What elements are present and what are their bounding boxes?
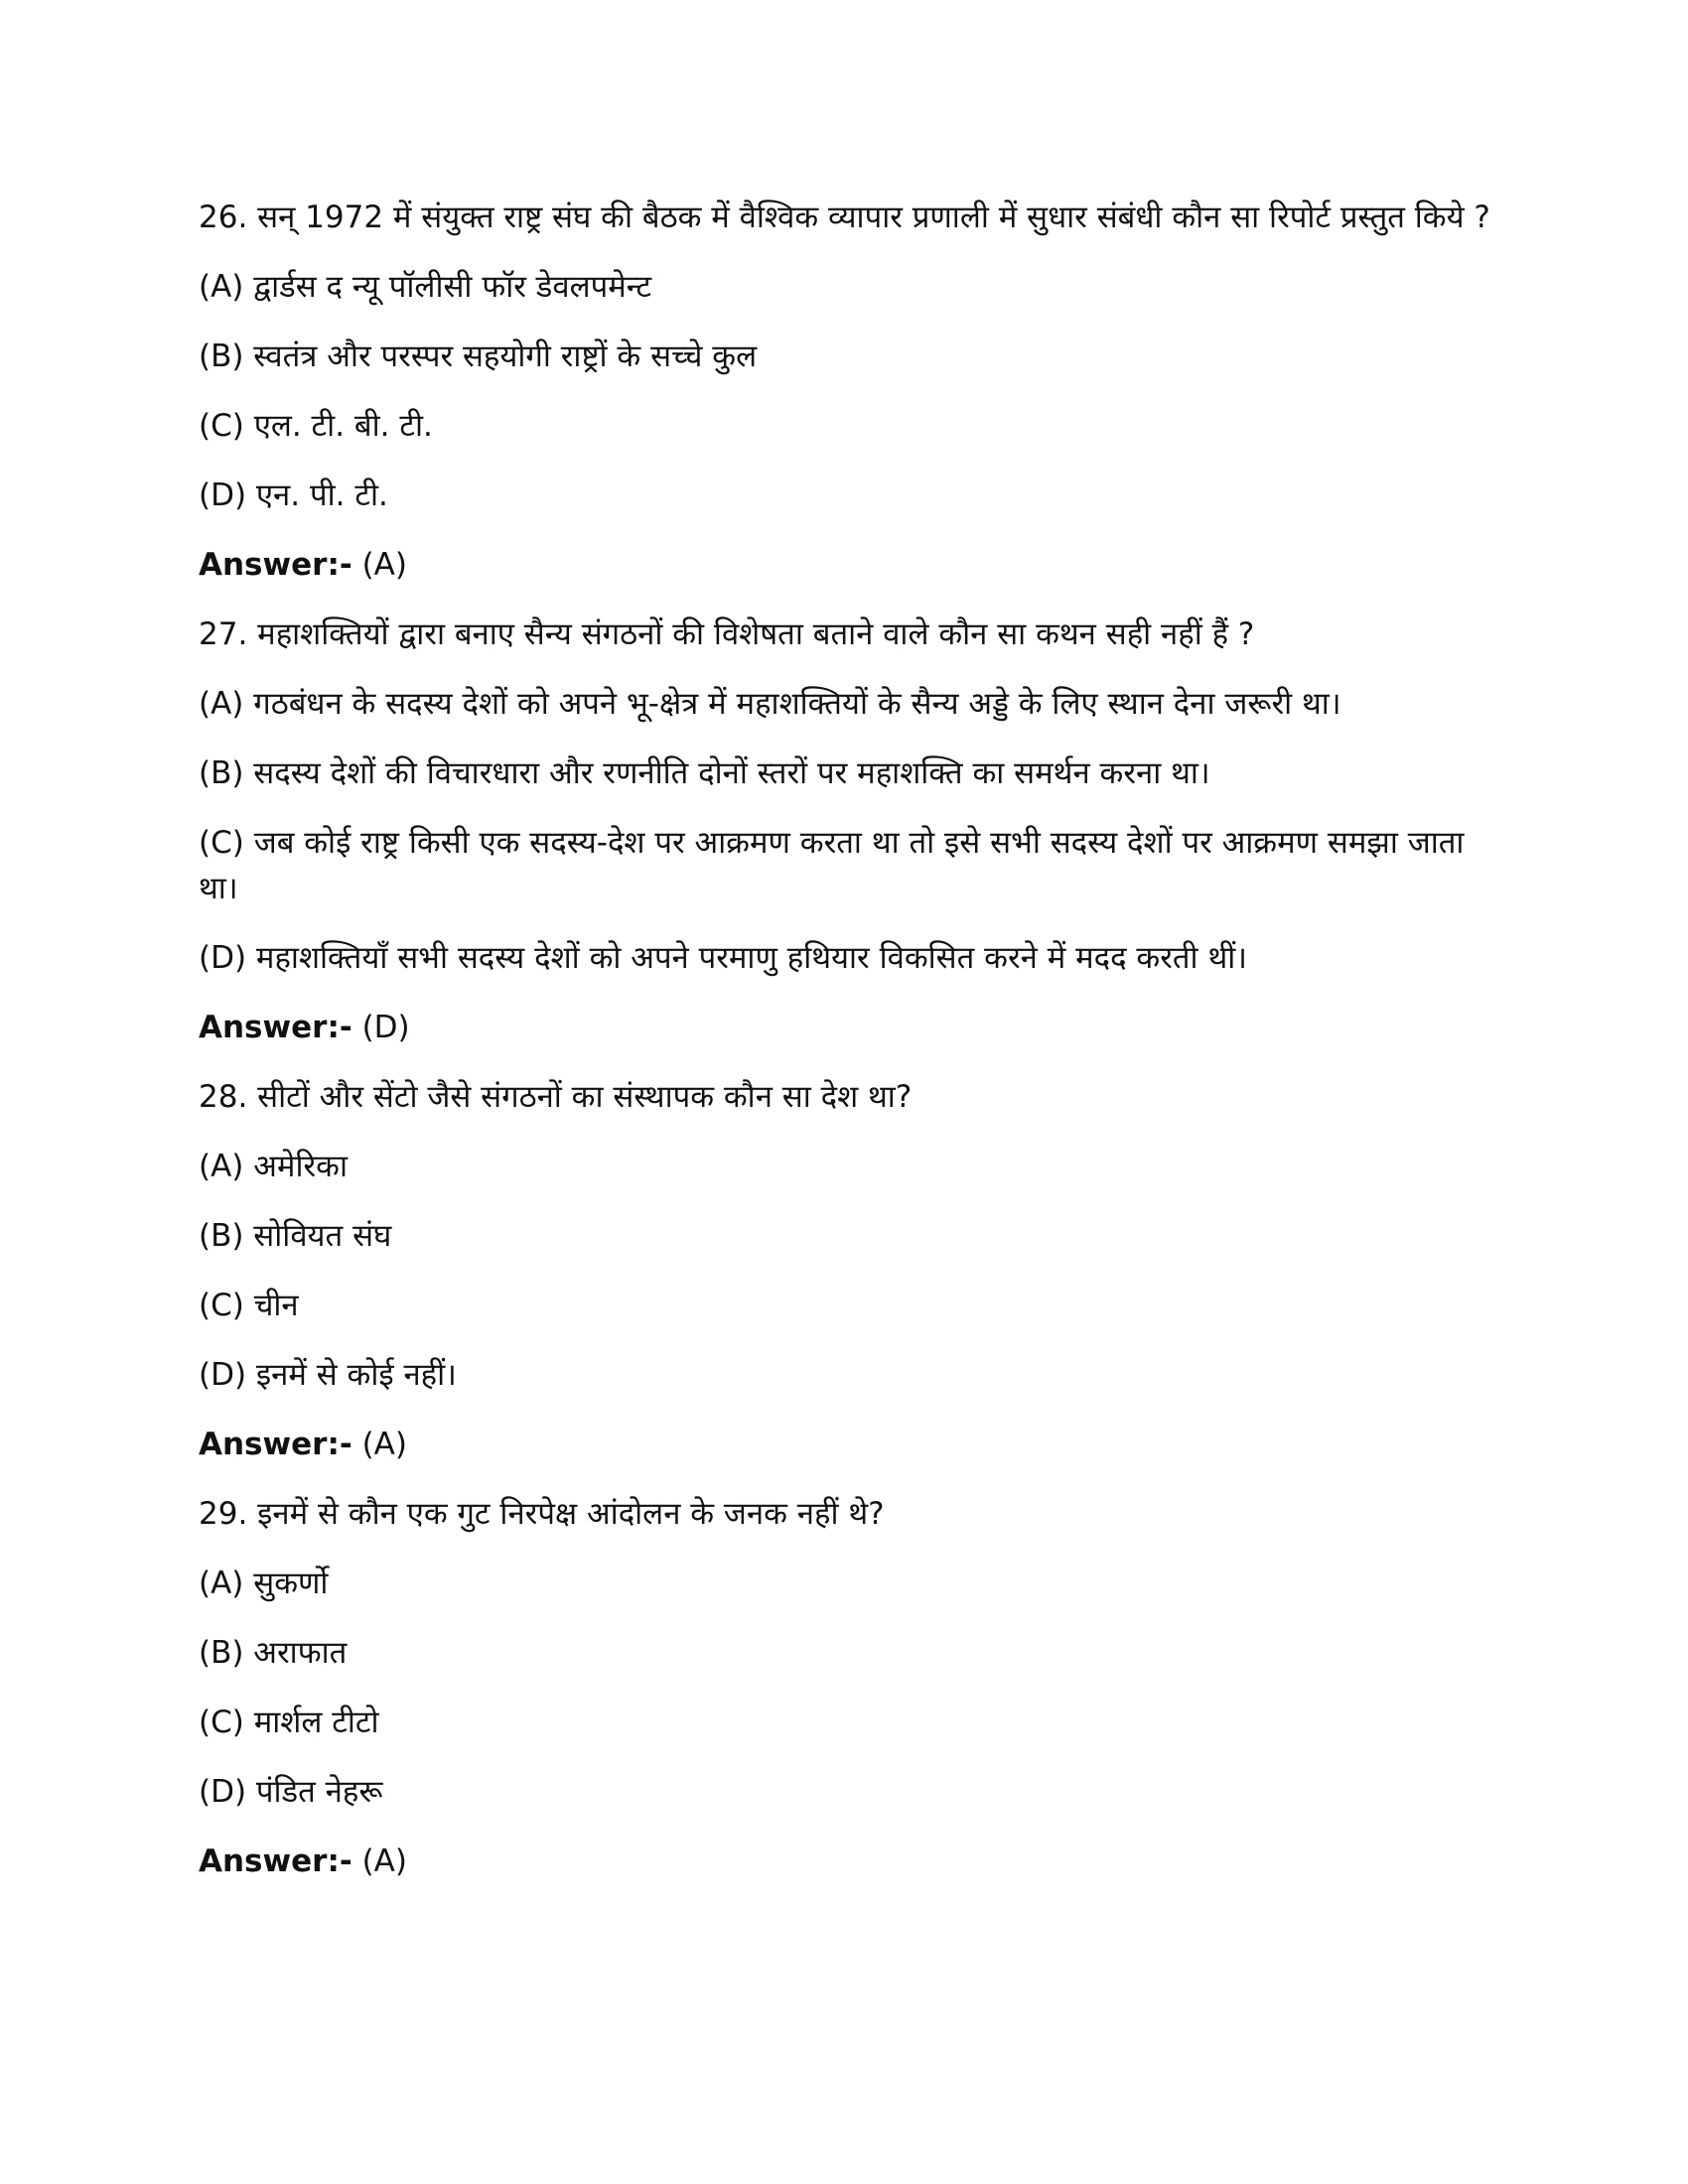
option-b: (B) सोवियत संघ — [199, 1218, 392, 1254]
option-a: (A) गठबंधन के सदस्य देशों को अपने भू-क्षेत्र में महाशक्तियों के सैन्य अड्डे के लिए स्थान देना जरूरी था। — [199, 686, 1341, 722]
answer-value: (A) — [352, 1843, 407, 1879]
answer-value: (D) — [352, 1010, 410, 1045]
question-26 — [199, 195, 1499, 588]
option-c: (C) चीन — [199, 1288, 299, 1323]
question-28 — [199, 1074, 1499, 1467]
option-b: (B) अराफात — [199, 1635, 348, 1671]
answer-line — [199, 542, 1499, 588]
answer-label: Answer:- — [199, 1010, 352, 1045]
question-text: 27. महाशक्तियों द्वारा बनाए सैन्य संगठनों की विशेषता बताने वाले कौन सा कथन सही नहीं हैं ? — [199, 616, 1255, 652]
option-c: (C) मार्शल टीटो — [199, 1705, 379, 1740]
answer-line — [199, 1839, 1499, 1884]
option-d: (D) महाशक्तियाँ सभी सदस्य देशों को अपने परमाणु हथियार विकसित करने में मदद करती थीं। — [199, 940, 1248, 976]
answer-label: Answer:- — [199, 547, 352, 583]
answer-value: (A) — [352, 1427, 407, 1462]
option-b: (B) स्वतंत्र और परस्पर सहयोगी राष्ट्रों के सच्चे कुल — [199, 339, 758, 374]
option-a: (A) द्वार्डस द न्यू पॉलीसी फॉर डेवलपमेन्ट — [199, 269, 652, 305]
question-text: 28. सीटों और सेंटो जैसे संगठनों का संस्थापक कौन सा देश था? — [199, 1079, 913, 1115]
option-a: (A) अमेरिका — [199, 1149, 349, 1184]
question-27 — [199, 612, 1499, 1050]
answer-line — [199, 1422, 1499, 1467]
answer-value: (A) — [352, 547, 407, 583]
option-d: (D) इनमें से कोई नहीं। — [199, 1357, 457, 1393]
option-c: (C) जब कोई राष्ट्र किसी एक सदस्य-देश पर आक्रमण करता था तो इसे सभी सदस्य देशों पर आक्रमण समझा जाता था। — [199, 825, 1465, 906]
answer-line — [199, 1005, 1499, 1050]
document-page — [199, 195, 1499, 1908]
option-d: (D) एन. पी. टी. — [199, 478, 388, 513]
question-29 — [199, 1491, 1499, 1884]
option-a: (A) सुकर्णो — [199, 1566, 329, 1601]
question-text: 29. इनमें से कौन एक गुट निरपेक्ष आंदोलन के जनक नहीं थे? — [199, 1496, 885, 1532]
option-c: (C) एल. टी. बी. टी. — [199, 408, 433, 444]
answer-label: Answer:- — [199, 1427, 352, 1462]
option-d: (D) पंडित नेहरू — [199, 1774, 383, 1810]
question-text: 26. सन् 1972 में संयुक्त राष्ट्र संघ की बैठक में वैश्विक व्यापार प्रणाली में सुधार संबंधी कौन सा रिपोर्ट प्रस्तुत किये ? — [199, 200, 1490, 235]
option-b: (B) सदस्य देशों की विचारधारा और रणनीति दोनों स्तरों पर महाशक्ति का समर्थन करना था। — [199, 755, 1210, 791]
answer-label: Answer:- — [199, 1843, 352, 1879]
